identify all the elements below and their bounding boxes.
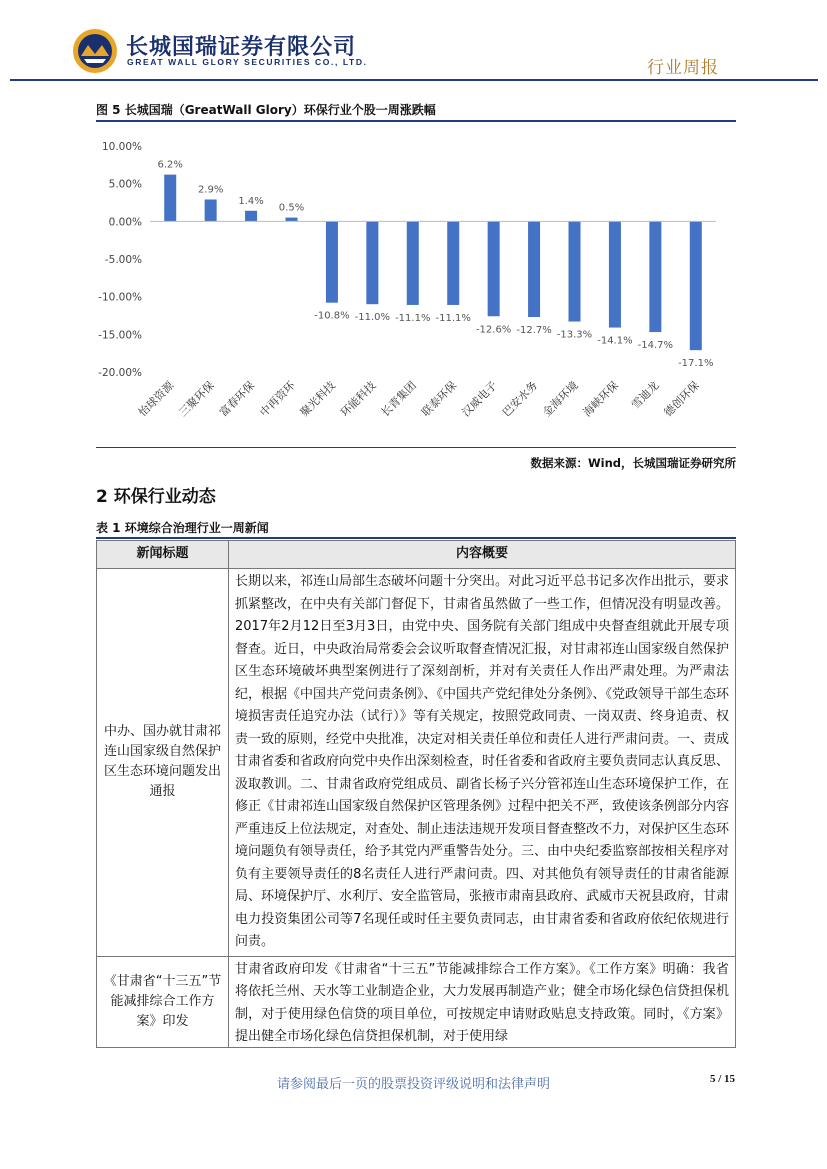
figure-source: 数据来源：Wind，长城国瑞证券研究所	[530, 456, 736, 470]
data-label: 6.2%	[157, 159, 183, 171]
company-logo-icon	[72, 28, 118, 74]
footer-disclaimer: 请参阅最后一页的股票投资评级说明和法律声明	[276, 1077, 550, 1092]
news-title-cell: 《甘肃省“十三五”节能减排综合工作方案》印发	[97, 956, 229, 1047]
y-tick-label: -5.00%	[104, 254, 142, 266]
figure-title: 图 5 长城国瑞（GreatWall Glory）环保行业个股一周涨跌幅	[96, 103, 436, 117]
header-divider	[10, 79, 818, 81]
data-label: 1.4%	[238, 195, 264, 207]
x-tick-label: 巴安水务	[499, 378, 541, 420]
y-tick-label: 10.00%	[101, 141, 142, 153]
section-heading: 2 环保行业动态	[96, 487, 216, 507]
bar	[164, 175, 176, 222]
brand-name-en: GREAT WALL GLORY SECURITIES CO., LTD.	[127, 57, 368, 67]
news-title-cell: 中办、国办就甘肃祁连山国家级自然保护区生态环境问题发出通报	[97, 569, 229, 957]
y-tick-label: 0.00%	[108, 216, 142, 229]
bar	[326, 221, 338, 302]
x-tick-label: 聚光科技	[297, 378, 339, 420]
figure-top-rule	[96, 120, 736, 122]
bar	[447, 221, 459, 305]
y-tick-label: 5.00%	[108, 178, 142, 191]
bar	[690, 221, 702, 350]
x-tick-label: 中再资环	[257, 378, 298, 420]
table-header-row	[97, 541, 736, 569]
x-tick-label: 富春环保	[216, 378, 258, 420]
bar	[569, 221, 581, 321]
bar	[488, 221, 500, 316]
table-row	[97, 956, 736, 1047]
data-label: -14.1%	[597, 335, 633, 347]
figure-bottom-rule	[96, 447, 736, 448]
data-label: 2.9%	[197, 184, 224, 196]
header-news-title: 新闻标题	[97, 541, 229, 569]
data-label: -11.0%	[354, 312, 391, 324]
data-label: -17.1%	[678, 358, 714, 370]
bar	[245, 211, 257, 222]
brand-name-cn: 长城国瑞证券有限公司	[126, 35, 357, 60]
x-tick-label: 三聚环保	[176, 378, 217, 420]
data-label: -14.7%	[637, 340, 674, 352]
y-tick-label: -15.00%	[98, 329, 142, 342]
bar	[205, 199, 217, 221]
bar	[286, 218, 298, 222]
x-tick-label: 德创环保	[661, 378, 702, 420]
data-label: -11.1%	[395, 312, 431, 324]
x-tick-label: 汉威电子	[459, 378, 500, 420]
x-tick-label: 金海环境	[540, 378, 581, 420]
bar	[609, 221, 621, 327]
data-label: -12.7%	[516, 325, 552, 337]
data-label: -13.3%	[556, 329, 593, 341]
x-tick-label: 海峡环保	[580, 378, 622, 420]
x-tick-label: 雪迪龙	[628, 378, 662, 412]
data-label: -10.8%	[314, 310, 350, 322]
data-label: 0.5%	[278, 202, 305, 214]
x-tick-label: 环能科技	[338, 378, 379, 420]
report-type-label: 行业周报	[647, 58, 719, 78]
x-tick-label: 联泰环保	[419, 378, 460, 420]
data-label: -12.6%	[475, 324, 512, 336]
x-tick-label: 长青集团	[378, 378, 419, 420]
page-number: 5 / 15	[709, 1073, 735, 1085]
news-table	[96, 540, 736, 1048]
bar	[407, 221, 419, 305]
chart-svg	[96, 124, 736, 444]
news-content-text: 甘肃省政府印发《甘肃省“十三五”节能减排综合工作方案》。《工作方案》明确：我省将依托兰州、天水等工业制造企业，大力发展再制造产业；健全市场化绿色信贷担保机制，对于使用绿色信贷的项目单位，可按规定申请财政贴息支持政策。同时，《方案》提出健全市场化绿色信贷担保机制，对于使用绿	[235, 961, 729, 1044]
news-content-cell: 长期以来，祁连山局部生态破坏问题十分突出。对此习近平总书记多次作出批示，要求抓紧整改，在中央有关部门督促下，甘肃省虽然做了一些工作，但情况没有明显改善。2017年2月12日至3月3日，由党中央、国务院有关部门组成中央督查组就此开展专项督查。近日，中央政治局常委会会议听取督查情况汇报，对甘肃祁连山国家级自然保护区生态环境破坏典型案例进行了深刻剖析，并对有关责任人作出严肃处理。为严肃法纪，根据《中国共产党问责条例》、《中国共产党纪律处分条例》、《党政领导干部生态环境损害责任追究办法（试行）》等有关规定，按照党政同责、一岗双责、终身追责、权责一致的原则，经党中央批准，决定对相关责任单位和责任人进行严肃问责。一、责成甘肃省委和省政府向党中央作出深刻检查，时任省委和省政府主要负责同志认真反思、汲取教训。二、甘肃省政府党组成员、副省长杨子兴分管祁连山生态环境保护工作，在修正《甘肃祁连山国家级自然保护区管理条例》过程中把关不严，致使该条例部分内容严重违反上位法规定，对查处、制止违法违规开发项目督查整改不力，对保护区生态环境问题负有领导责任，给予其党内严重警告处分。三、由中央纪委监察部按相关程序对负有主要领导责任的8名责任人进行严肃问责。四、对其他负有领导责任的甘肃省能源局、环境保护厅、水利厅、安全监管局，张掖市肃南县政府、武威市天祝县政府，甘肃电力投资集团公司等7名现任或时任主要负责同志，由甘肃省委和省政府依纪依规进行问责。	[229, 569, 736, 957]
data-label: -11.1%	[435, 312, 471, 324]
bar	[366, 221, 378, 304]
x-tick-label: 怡球资源	[136, 378, 177, 420]
bar	[528, 221, 540, 317]
y-tick-label: -20.00%	[98, 367, 142, 379]
table-row	[97, 569, 736, 957]
table-title: 表 1 环境综合治理行业一周新闻	[96, 521, 269, 535]
news-content-cell	[229, 956, 736, 1047]
table-top-rule	[96, 537, 736, 539]
bar	[649, 221, 661, 332]
bar-chart	[96, 124, 736, 444]
header-content-summary: 内容概要	[229, 541, 736, 569]
y-tick-label: -10.00%	[98, 291, 142, 304]
